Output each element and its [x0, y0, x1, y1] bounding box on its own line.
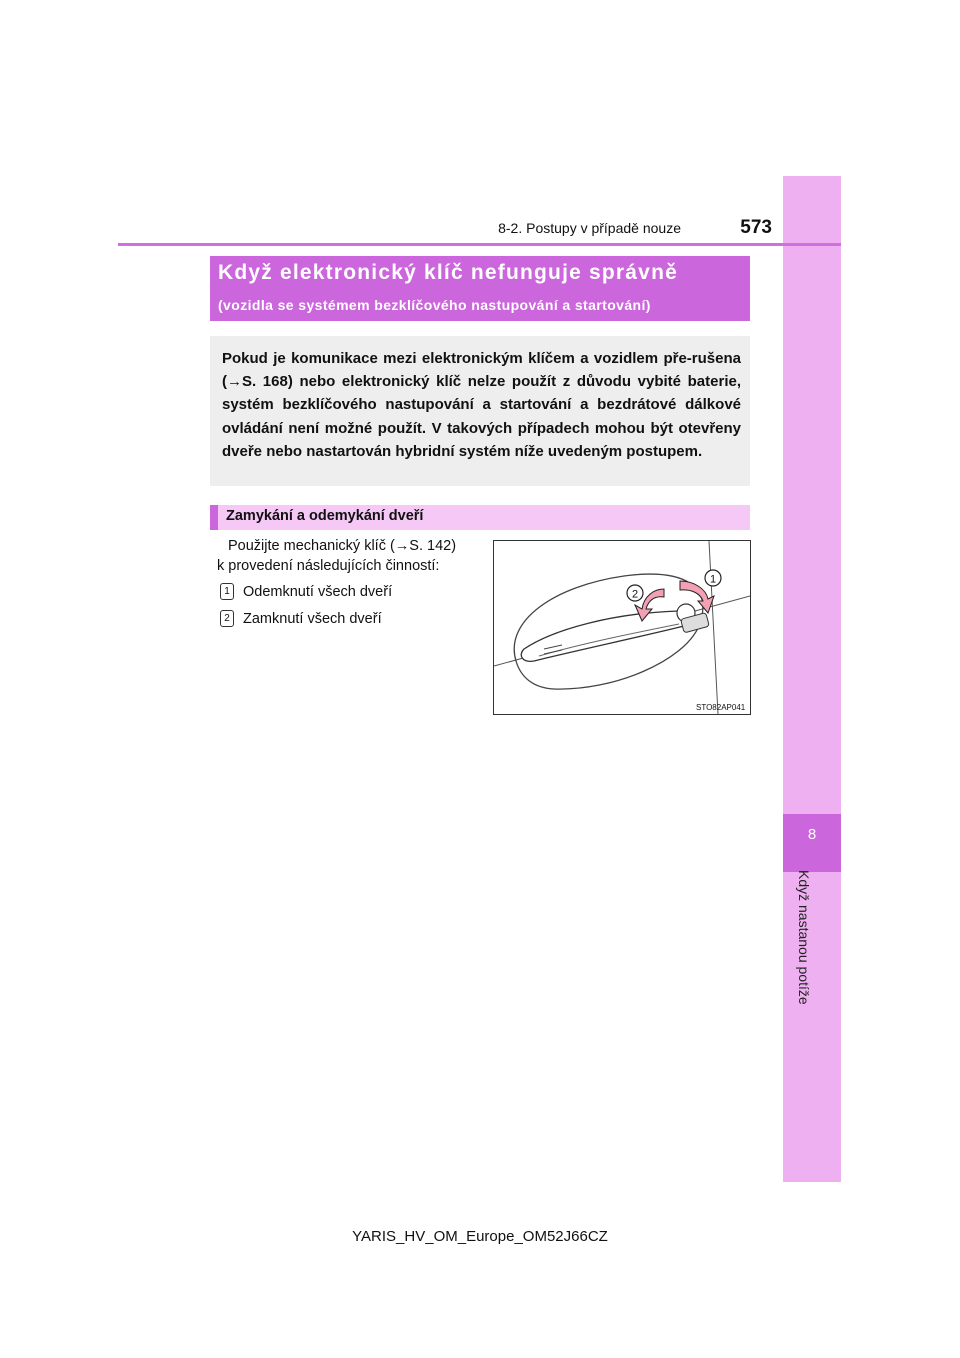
step-number-badge: 2	[220, 610, 234, 627]
subheading: Zamykání a odemykání dveří	[226, 508, 424, 524]
page-subtitle: (vozidla se systémem bezklíčového nastupování a startování)	[218, 297, 651, 313]
illustration-code: STO82AP041	[696, 703, 746, 712]
step-number-badge: 1	[220, 583, 234, 600]
body-text-line: Použijte mechanický klíč (→S. 142)	[228, 538, 457, 554]
section-label: 8-2. Postupy v případě nouze	[498, 220, 681, 236]
callout-1: 1	[709, 573, 717, 586]
footer-document-code: YARIS_HV_OM_Europe_OM52J66CZ	[352, 1228, 608, 1245]
door-handle-illustration	[493, 540, 751, 715]
intro-paragraph: Pokud je komunikace mezi elektronickým klíčem a vozidlem pře-rušena (→S. 168) nebo elektronický klíč nelze použít z důvodu vybité baterie, systém bezklíčového nastupování a startování a bezdrátové dálkové ovládání není možné použít. V takových případech mohou být otevřeny dveře nebo nastartován hybridní systém níže uvedeným postupem.	[222, 350, 741, 460]
callout-2: 2	[631, 588, 639, 601]
body-text-line: k provedení následujících činností:	[217, 558, 440, 574]
page-title: Když elektronický klíč nefunguje správně	[218, 261, 678, 284]
step-text: Odemknutí všech dveří	[243, 584, 393, 600]
door-handle-drawing	[494, 541, 750, 714]
chapter-number: 8	[807, 826, 817, 843]
step-text: Zamknutí všech dveří	[243, 611, 382, 627]
chapter-side-tab	[783, 176, 841, 1182]
header-rule	[118, 243, 841, 246]
subheading-accent-bar	[210, 505, 218, 530]
chapter-number-box	[783, 814, 841, 872]
page-number: 573	[740, 217, 772, 238]
chapter-title: Když nastanou potíže	[796, 870, 812, 1005]
